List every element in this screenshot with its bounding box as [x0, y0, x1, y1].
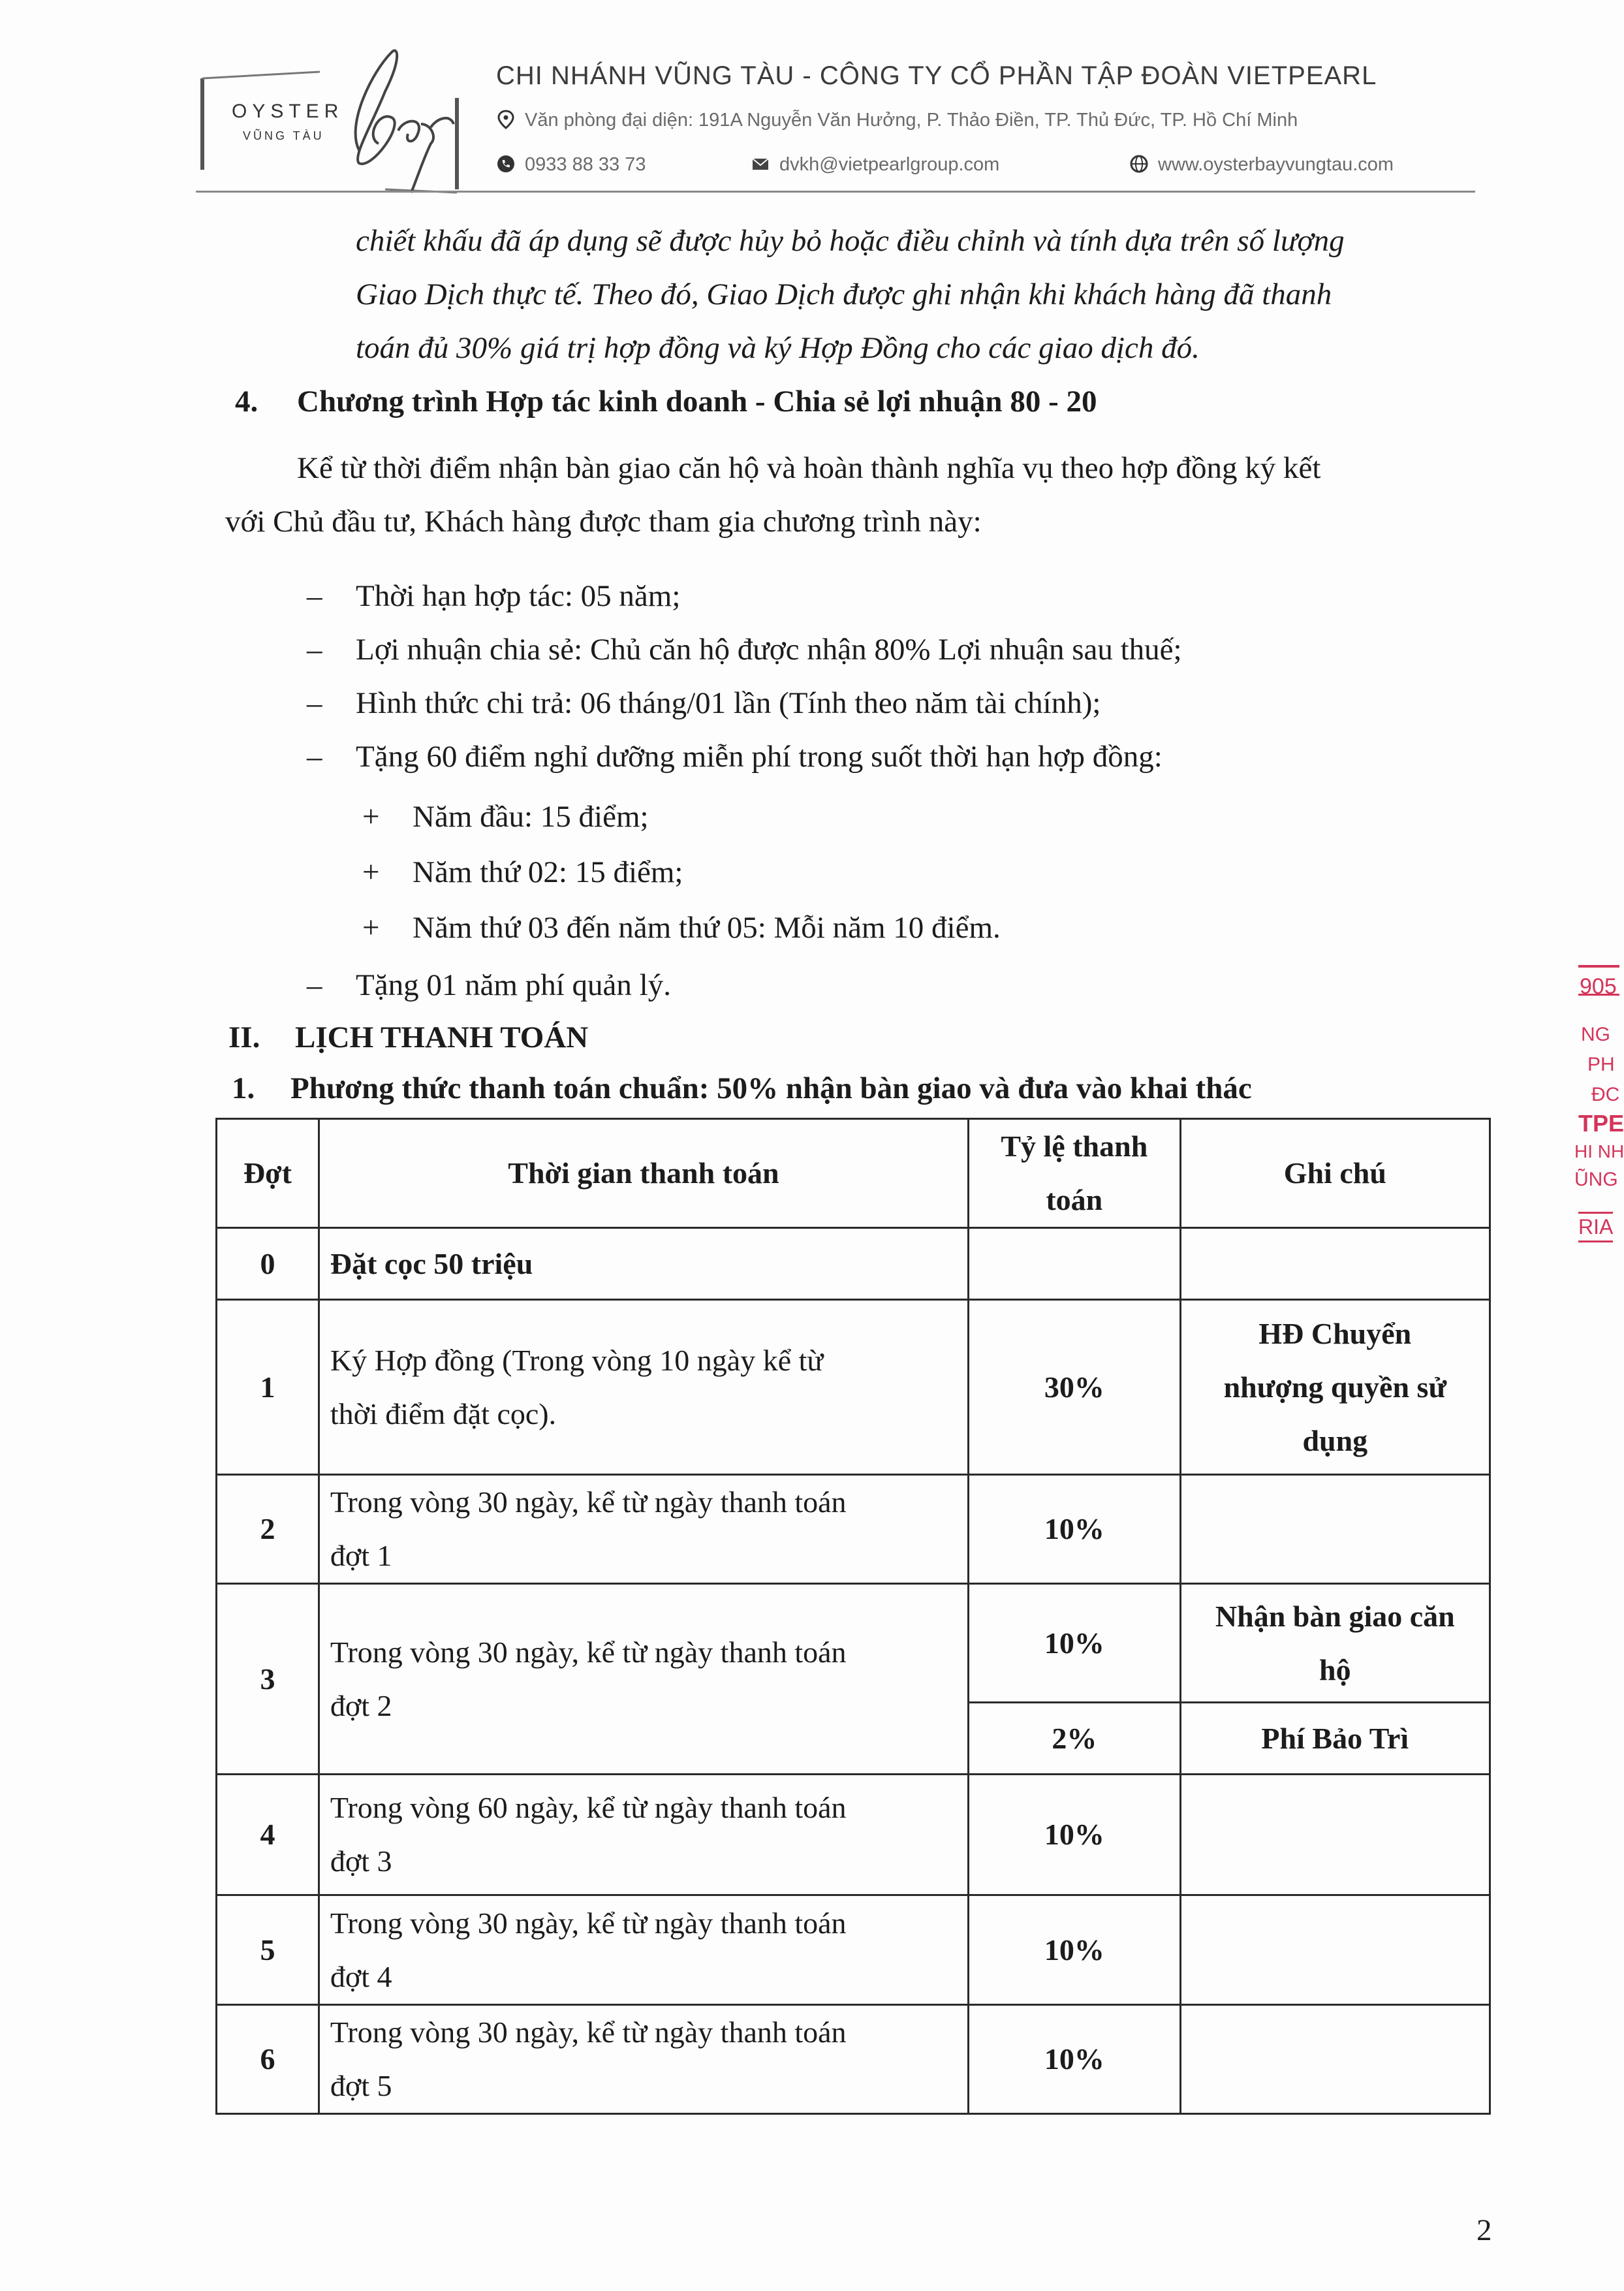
cell-time: [319, 1775, 968, 1895]
bullet-item: Thời hạn hợp tác: 05 năm;: [356, 579, 681, 613]
cell-time-line-1: Trong vòng 60 ngày, kể từ ngày thanh toán: [330, 1791, 847, 1824]
cell-time: [319, 1475, 968, 1584]
cell-note-line-3: dụng: [1302, 1423, 1368, 1457]
section4-title: Chương trình Hợp tác kinh doanh - Chia sẻ lợi nhuận 80 - 20: [297, 385, 1097, 419]
globe-icon: [1129, 154, 1149, 174]
sub-bullet-item: Năm thứ 03 đến năm thứ 05: Mỗi năm 10 điểm.: [413, 911, 1001, 945]
cell-time: [319, 1584, 968, 1775]
cell-rate: 10%: [969, 1584, 1181, 1703]
section4-number: 4.: [235, 385, 258, 419]
cell-time-line-1: Ký Hợp đồng (Trong vòng 10 ngày kể từ: [330, 1343, 824, 1377]
section4-para-line-2: với Chủ đầu tư, Khách hàng được tham gia chương trình này:: [225, 505, 982, 539]
logo-script-icon: [333, 46, 463, 196]
cell-dot: 6: [217, 2005, 319, 2114]
stamp-text: ŨNG: [1574, 1169, 1618, 1190]
section2-sub-number: 1.: [232, 1071, 255, 1105]
company-name: CHI NHÁNH VŨNG TÀU - CÔNG TY CỔ PHẦN TẬP ĐOÀN VIETPEARL: [496, 61, 1377, 90]
stamp-text: HI NH: [1574, 1141, 1624, 1161]
cell-note: [1180, 1895, 1490, 2005]
dash-marker: –: [307, 579, 322, 613]
cell-rate: 30%: [969, 1300, 1181, 1475]
cell-dot: 4: [217, 1775, 319, 1895]
cell-time-line-2: đợt 5: [330, 2069, 392, 2102]
section2-number: II.: [228, 1020, 260, 1054]
table-row: [217, 1775, 1490, 1895]
dash-marker: –: [307, 968, 322, 1002]
header-time: Thời gian thanh toán: [319, 1119, 968, 1228]
mail-icon: [751, 154, 770, 174]
cell-time-line-2: đợt 1: [330, 1539, 392, 1572]
cell-time-line-2: đợt 3: [330, 1844, 392, 1878]
stamp-text: NG: [1581, 1024, 1610, 1045]
cell-note-line-1: HĐ Chuyển: [1258, 1316, 1412, 1350]
sub-bullet-item: Năm thứ 02: 15 điểm;: [413, 855, 683, 889]
bullet-item: Tặng 01 năm phí quản lý.: [356, 968, 671, 1002]
cell-note: [1180, 1584, 1490, 1703]
cell-time: Đặt cọc 50 triệu: [319, 1228, 968, 1300]
page-number: 2: [1476, 2213, 1492, 2247]
bullet-item: Hình thức chi trả: 06 tháng/01 lần (Tính theo năm tài chính);: [356, 686, 1101, 720]
cell-time-line-2: đợt 2: [330, 1688, 392, 1722]
email-line: [751, 154, 999, 176]
cell-time-line-2: đợt 4: [330, 1959, 392, 1993]
cell-rate: 10%: [969, 2005, 1181, 2114]
plus-marker: +: [362, 800, 380, 834]
header-divider: [196, 191, 1475, 193]
cell-time: [319, 2005, 968, 2114]
cell-time-line-2: thời điểm đặt cọc).: [330, 1397, 557, 1430]
cell-note: [1180, 1775, 1490, 1895]
cell-rate: 10%: [969, 1775, 1181, 1895]
intro-line-1: chiết khấu đã áp dụng sẽ được hủy bỏ hoặc điều chỉnh và tính dựa trên số lượng: [356, 224, 1345, 258]
bullet-item: Lợi nhuận chia sẻ: Chủ căn hộ được nhận 80% Lợi nhuận sau thuế;: [356, 633, 1182, 667]
cell-note: [1180, 1228, 1490, 1300]
header-note: Ghi chú: [1180, 1119, 1490, 1228]
cell-note: [1180, 1300, 1490, 1475]
table-header-row: [217, 1119, 1490, 1228]
phone-text: 0933 88 33 73: [525, 154, 646, 175]
cell-time-line-1: Trong vòng 30 ngày, kể từ ngày thanh toán: [330, 1485, 847, 1519]
table-row: [217, 1228, 1490, 1300]
cell-time-line-1: Trong vòng 30 ngày, kể từ ngày thanh toán: [330, 2015, 847, 2049]
cell-dot: 2: [217, 1475, 319, 1584]
stamp-text: PH: [1587, 1054, 1615, 1075]
logo-word: OYSTER: [232, 101, 344, 122]
cell-note: Phí Bảo Trì: [1180, 1703, 1490, 1775]
section2-sub-title: Phương thức thanh toán chuẩn: 50% nhận bàn giao và đưa vào khai thác: [290, 1071, 1252, 1105]
stamp-text: ĐC: [1591, 1084, 1620, 1105]
address-line: [496, 110, 1298, 131]
cell-note-line-2: nhượng quyền sử: [1223, 1370, 1447, 1404]
company-logo: [183, 46, 470, 196]
cell-time-line-1: Trong vòng 30 ngày, kể từ ngày thanh toán: [330, 1635, 847, 1669]
cell-dot: 5: [217, 1895, 319, 2005]
table-row: [217, 2005, 1490, 2114]
logo-subtitle: VŨNG TÀU: [243, 129, 324, 142]
header-rate-line-2: toán: [1046, 1183, 1103, 1216]
intro-line-3: toán đủ 30% giá trị hợp đồng và ký Hợp Đồng cho các giao dịch đó.: [356, 331, 1200, 365]
cell-note-line-1: Nhận bàn giao căn: [1215, 1599, 1455, 1633]
table-row: [217, 1475, 1490, 1584]
dash-marker: –: [307, 686, 322, 720]
payment-schedule-table: [215, 1118, 1491, 2115]
table-row: [217, 1584, 1490, 1703]
cell-note: [1180, 1475, 1490, 1584]
intro-line-2: Giao Dịch thực tế. Theo đó, Giao Dịch được ghi nhận khi khách hàng đã thanh: [356, 277, 1332, 311]
cell-dot: 0: [217, 1228, 319, 1300]
section2-title: LỊCH THANH TOÁN: [295, 1020, 589, 1054]
cell-rate: 10%: [969, 1475, 1181, 1584]
cell-rate: 2%: [969, 1703, 1181, 1775]
cell-rate: 10%: [969, 1895, 1181, 2005]
phone-line: [496, 154, 646, 176]
bullet-item: Tặng 60 điểm nghỉ dưỡng miễn phí trong suốt thời hạn hợp đồng:: [356, 740, 1163, 774]
location-pin-icon: [496, 110, 516, 129]
address-text: Văn phòng đại diện: 191A Nguyễn Văn Hưởng, P. Thảo Điền, TP. Thủ Đức, TP. Hồ Chí Minh: [525, 110, 1298, 131]
plus-marker: +: [362, 911, 380, 945]
cell-rate: [969, 1228, 1181, 1300]
cell-dot: 3: [217, 1584, 319, 1775]
cell-time-line-1: Trong vòng 30 ngày, kể từ ngày thanh toán: [330, 1906, 847, 1940]
cell-note-line-2: hộ: [1319, 1652, 1351, 1686]
stamp-text: 905: [1580, 974, 1617, 999]
stamp-text: TPE: [1578, 1110, 1624, 1137]
header-rate-line-1: Tỷ lệ thanh: [1001, 1130, 1148, 1163]
phone-icon: [496, 154, 516, 174]
table-row: [217, 1895, 1490, 2005]
section4-para-line-1: Kể từ thời điểm nhận bàn giao căn hộ và hoàn thành nghĩa vụ theo hợp đồng ký kết: [297, 451, 1321, 485]
dash-marker: –: [307, 740, 322, 774]
stamp-text: RIA: [1578, 1212, 1613, 1242]
email-text: dvkh@vietpearlgroup.com: [779, 154, 1000, 175]
cell-time: [319, 1895, 968, 2005]
header-rate: [969, 1119, 1181, 1228]
website-text: www.oysterbayvungtau.com: [1158, 154, 1394, 175]
header-dot: Đợt: [217, 1119, 319, 1228]
sub-bullet-item: Năm đầu: 15 điểm;: [413, 800, 649, 834]
table-row: [217, 1300, 1490, 1475]
cell-note: [1180, 2005, 1490, 2114]
plus-marker: +: [362, 855, 380, 889]
dash-marker: –: [307, 633, 322, 667]
cell-time: [319, 1300, 968, 1475]
website-line: [1129, 154, 1394, 176]
cell-dot: 1: [217, 1300, 319, 1475]
